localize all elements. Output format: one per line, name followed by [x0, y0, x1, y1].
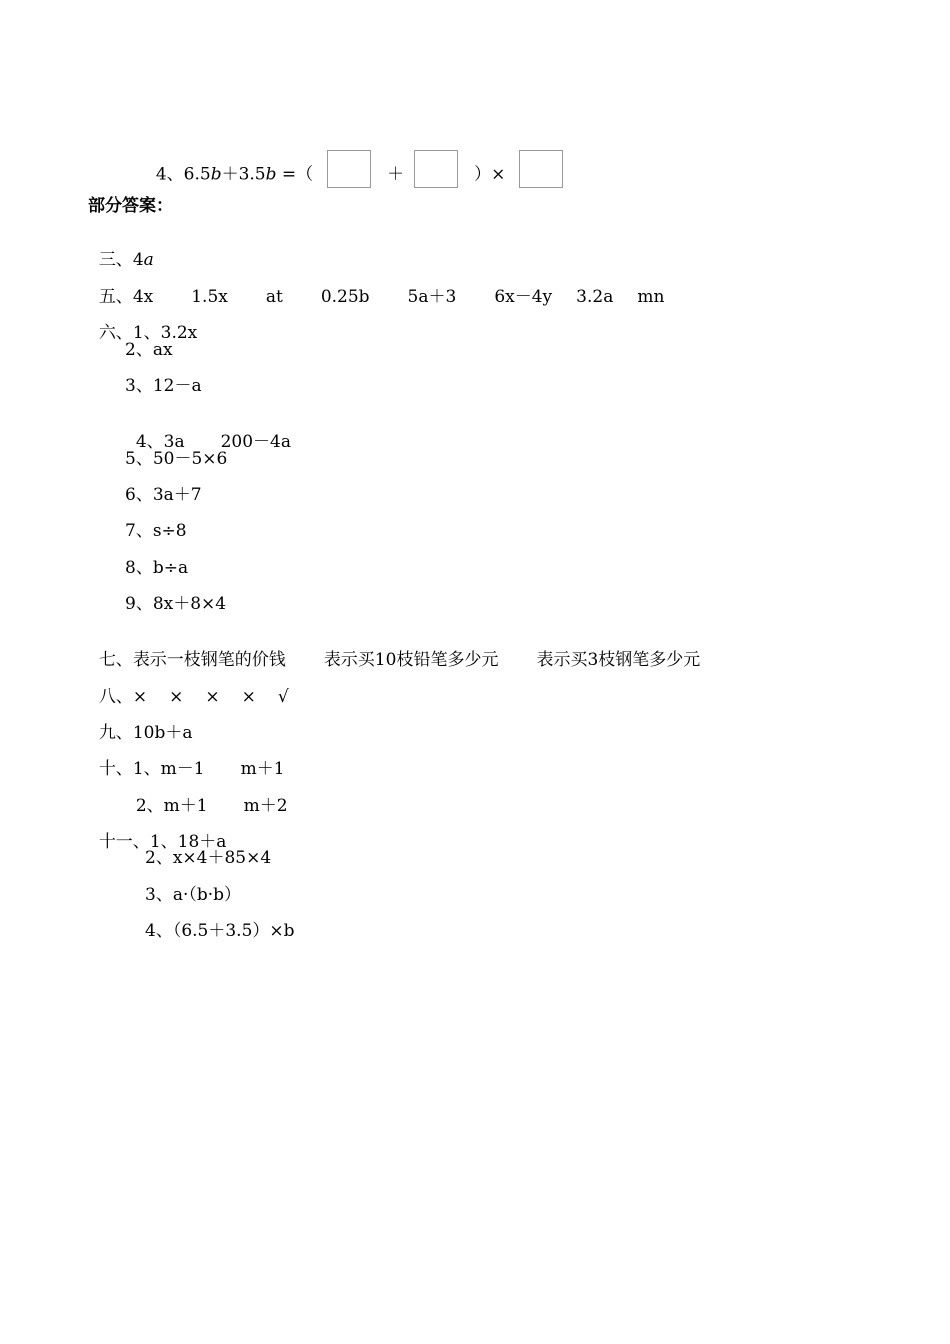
list-item: 2、m＋1 [135, 796, 208, 816]
list-item: 1、3.2x [132, 323, 198, 343]
list-item: 1、18＋a [149, 832, 227, 852]
list-item: 表示一枝钢笔的价钱 [132, 650, 286, 670]
list-item: 4、（6.5＋3.5）×b [145, 921, 295, 941]
list-item: 6、3a＋7 [125, 485, 202, 505]
list-item: 表示买10枝铅笔多少元 [323, 650, 499, 670]
answer-section-11: 十一、1、18＋a [98, 832, 227, 852]
list-item: 4x [132, 287, 154, 307]
list-item: 3、12－a [125, 376, 202, 396]
answer-section-3: 三、4a [98, 250, 154, 270]
list-item: 5、50－5×6 [125, 449, 228, 469]
answer-box-1[interactable] [327, 150, 371, 188]
list-item: × [205, 687, 220, 707]
list-item: 3、a·（b·b） [145, 885, 242, 905]
list-item: mn [637, 287, 665, 307]
list-item: 5a＋3 [407, 287, 457, 307]
list-item: 7、s÷8 [125, 521, 187, 541]
list-item: √ [277, 687, 289, 707]
list-item: 3.2a [576, 287, 614, 307]
answer-10-2 [125, 776, 288, 816]
answer-box-3[interactable] [519, 150, 563, 188]
list-item: × [169, 687, 184, 707]
answers-heading: 部分答案： [88, 196, 173, 216]
list-item: 表示买3枝钢笔多少元 [536, 650, 701, 670]
answer-box-2[interactable] [414, 150, 458, 188]
list-item: 2、ax [125, 340, 173, 360]
list-item: × [132, 687, 148, 707]
answer-6-4 [125, 412, 291, 452]
list-item: × [241, 687, 256, 707]
list-item: m＋2 [243, 796, 288, 816]
answer-section-7: 七、表示一枝钢笔的价钱 表示买10枝铅笔多少元 表示买3枝钢笔多少元 [98, 650, 701, 670]
list-item: m＋1 [240, 759, 285, 779]
answer-section-8: 八、× × × × √ [98, 687, 289, 707]
list-item: 9、8x＋8×4 [125, 594, 227, 614]
answer-section-10: 十、1、m－1 m＋1 [98, 759, 285, 779]
list-item: 6x－4y [494, 287, 553, 307]
list-item: 1.5x [191, 287, 228, 307]
answer-section-9: 九、10b＋a [98, 723, 193, 743]
answer-section-6: 六、1、3.2x [98, 323, 198, 343]
list-item: 0.25b [320, 287, 370, 307]
list-item: 1、m－1 [132, 759, 205, 779]
list-item: at [265, 287, 283, 307]
list-item: 2、x×4＋85×4 [145, 848, 272, 868]
list-item: 200－4a [220, 432, 291, 452]
list-item: 4、3a [135, 432, 185, 452]
list-item: 8、b÷a [125, 558, 189, 578]
answer-section-5: 五、4x 1.5x at 0.25b 5a＋3 6x－4y 3.2a mn [98, 287, 665, 307]
question-number: 4、 [155, 164, 184, 185]
question-4-line: 4、6.5b＋3.5b =（ ＋ ）× [145, 136, 563, 194]
